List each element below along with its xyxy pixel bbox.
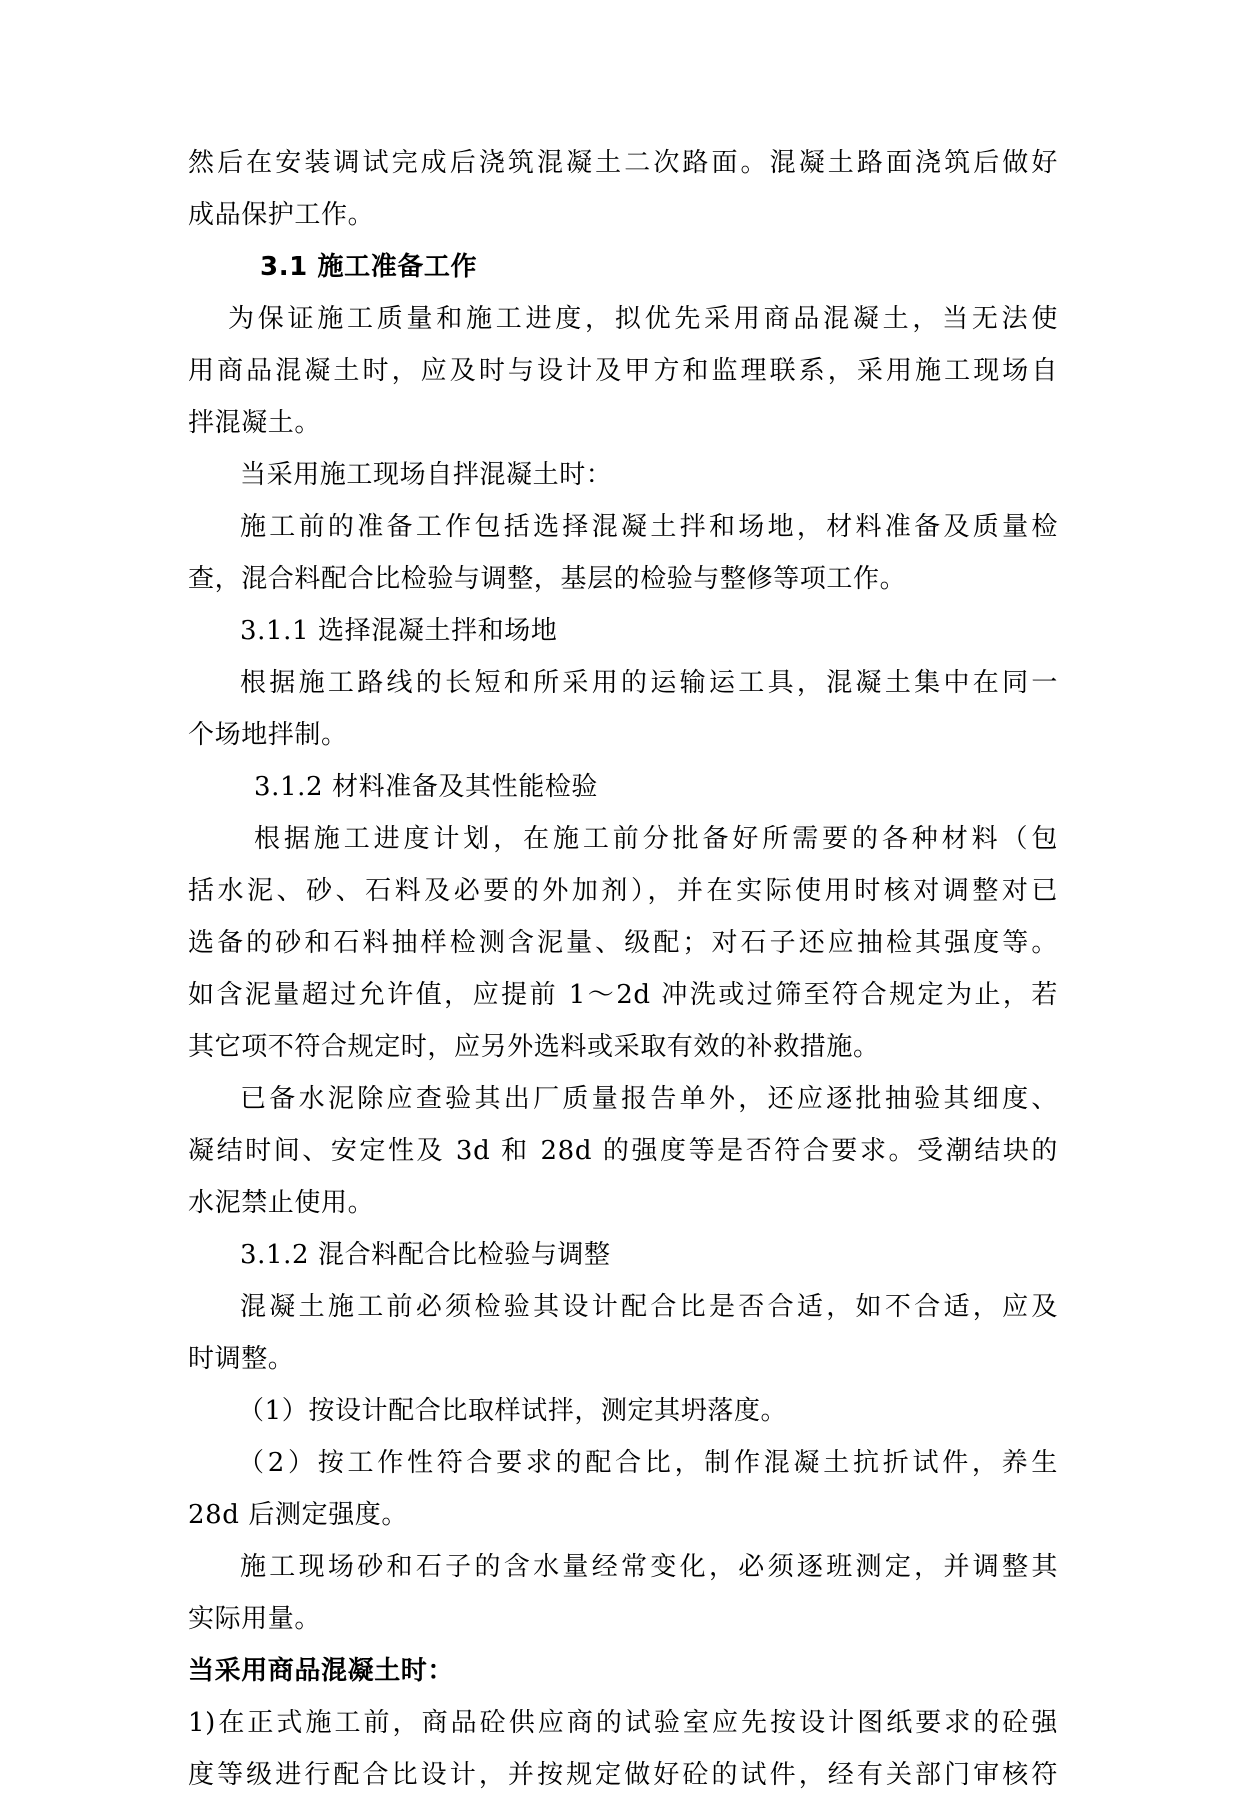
list-item: 1)在正式施工前，商品砼供应商的试验室应先按设计图纸要求的砼强 [188, 1708, 1058, 1738]
text-line: 拌混凝土。 [188, 408, 322, 438]
text-line: 实际用量。 [188, 1604, 322, 1634]
text-line: 根据施工路线的长短和所采用的运输运工具，混凝土集中在同一 [240, 668, 1058, 698]
text-line: 已备水泥除应查验其出厂质量报告单外，还应逐批抽验其细度、 [240, 1084, 1058, 1114]
text-line: 凝结时间、安定性及 3d 和 28d 的强度等是否符合要求。受潮结块的 [188, 1136, 1058, 1166]
list-item: （2）按工作性符合要求的配合比，制作混凝土抗折试件，养生 [238, 1448, 1058, 1478]
text-line: 成品保护工作。 [188, 200, 375, 230]
text-line: 查，混合料配合比检验与调整，基层的检验与整修等项工作。 [188, 564, 907, 594]
subsection-heading: 3.1.2 材料准备及其性能检验 [254, 772, 599, 802]
text-line: 然后在安装调试完成后浇筑混凝土二次路面。混凝土路面浇筑后做好 [188, 148, 1058, 178]
text-line: 为保证施工质量和施工进度，拟优先采用商品混凝土，当无法使 [228, 304, 1058, 334]
text-line: 如含泥量超过允许值，应提前 1～2d 冲洗或过筛至符合规定为止，若 [188, 980, 1058, 1010]
text-line: 度等级进行配合比设计，并按规定做好砼的试件，经有关部门审核符 [188, 1760, 1058, 1790]
text-line: 施工现场砂和石子的含水量经常变化，必须逐班测定，并调整其 [240, 1552, 1058, 1582]
text-line: 括水泥、砂、石料及必要的外加剂），并在实际使用时核对调整对已 [188, 876, 1058, 906]
subsection-heading: 3.1.1 选择混凝土拌和场地 [240, 616, 558, 646]
text-line: 选备的砂和石料抽样检测含泥量、级配；对石子还应抽检其强度等。 [188, 928, 1058, 958]
text-line: 用商品混凝土时，应及时与设计及甲方和监理联系，采用施工现场自 [188, 356, 1058, 386]
text-line: 水泥禁止使用。 [188, 1188, 375, 1218]
text-line: 根据施工进度计划，在施工前分批备好所需要的各种材料（包 [254, 824, 1058, 854]
section-heading: 3.1 施工准备工作 [260, 252, 478, 282]
text-line: 时调整。 [188, 1344, 295, 1374]
list-item: （1）按设计配合比取样试拌，测定其坍落度。 [238, 1396, 788, 1426]
document-body [188, 137, 1058, 1801]
subsection-heading: 3.1.2 混合料配合比检验与调整 [240, 1240, 611, 1270]
text-line: 混凝土施工前必须检验其设计配合比是否合适，如不合适，应及 [240, 1292, 1058, 1322]
text-line: 其它项不符合规定时，应另外选料或采取有效的补救措施。 [188, 1032, 880, 1062]
section-heading: 当采用商品混凝土时： [188, 1656, 455, 1686]
text-line: 28d 后测定强度。 [188, 1500, 408, 1530]
text-line: 当采用施工现场自拌混凝土时： [240, 460, 613, 490]
text-line: 施工前的准备工作包括选择混凝土拌和场地，材料准备及质量检 [240, 512, 1058, 542]
text-line: 个场地拌制。 [188, 720, 348, 750]
